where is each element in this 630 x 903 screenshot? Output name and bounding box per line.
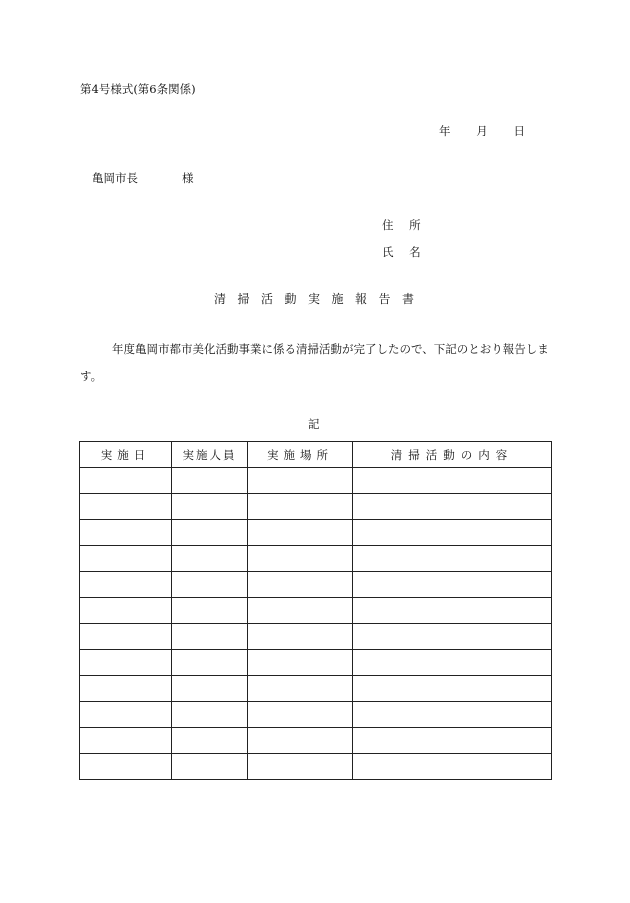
table-cell[interactable]	[248, 728, 353, 754]
name-label: 氏 名	[382, 245, 427, 259]
date-month-label: 月	[476, 124, 488, 138]
header-location: 実施場所	[248, 442, 353, 468]
table-cell[interactable]	[80, 676, 172, 702]
table-cell[interactable]	[172, 624, 248, 650]
table-cell[interactable]	[172, 520, 248, 546]
table-row	[80, 754, 552, 780]
table-cell[interactable]	[353, 650, 552, 676]
table-cell[interactable]	[353, 546, 552, 572]
ki-label: 記	[308, 417, 320, 431]
table-cell[interactable]	[172, 754, 248, 780]
table-cell[interactable]	[172, 572, 248, 598]
table-cell[interactable]	[353, 624, 552, 650]
table-cell[interactable]	[80, 728, 172, 754]
table-cell[interactable]	[80, 468, 172, 494]
table-cell[interactable]	[80, 494, 172, 520]
table-cell[interactable]	[248, 494, 353, 520]
table-cell[interactable]	[248, 650, 353, 676]
table-row	[80, 650, 552, 676]
table-row	[80, 728, 552, 754]
table-cell[interactable]	[172, 650, 248, 676]
form-number: 第4号様式(第6条関係)	[80, 82, 196, 96]
document-title: 清掃活動実施報告書	[214, 292, 426, 306]
table-cell[interactable]	[172, 702, 248, 728]
address-label: 住 所	[382, 218, 427, 232]
table-cell[interactable]	[248, 676, 353, 702]
table-cell[interactable]	[353, 494, 552, 520]
table-header-row	[80, 442, 552, 468]
date-day-label: 日	[513, 124, 525, 138]
table-cell[interactable]	[353, 598, 552, 624]
table-row	[80, 546, 552, 572]
table-cell[interactable]	[248, 572, 353, 598]
table-row	[80, 624, 552, 650]
table-cell[interactable]	[353, 754, 552, 780]
table-cell[interactable]	[80, 624, 172, 650]
report-table	[79, 441, 552, 780]
addressee-name: 亀岡市長	[92, 171, 138, 185]
table-cell[interactable]	[80, 520, 172, 546]
table-row	[80, 598, 552, 624]
table-cell[interactable]	[172, 468, 248, 494]
table-row	[80, 572, 552, 598]
table-cell[interactable]	[172, 676, 248, 702]
table-cell[interactable]	[172, 546, 248, 572]
table-cell[interactable]	[353, 468, 552, 494]
table-row	[80, 494, 552, 520]
addressee	[92, 170, 194, 186]
table-cell[interactable]	[248, 520, 353, 546]
table-cell[interactable]	[248, 702, 353, 728]
table-cell[interactable]	[80, 754, 172, 780]
table-cell[interactable]	[353, 728, 552, 754]
header-participants: 実施人員	[172, 442, 248, 468]
table-cell[interactable]	[80, 650, 172, 676]
table-cell[interactable]	[80, 598, 172, 624]
table-cell[interactable]	[353, 572, 552, 598]
table-cell[interactable]	[80, 546, 172, 572]
table-cell[interactable]	[353, 702, 552, 728]
table-cell[interactable]	[248, 468, 353, 494]
table-cell[interactable]	[353, 676, 552, 702]
header-date: 実施日	[80, 442, 172, 468]
date-line	[439, 123, 525, 139]
table-row	[80, 468, 552, 494]
table-row	[80, 702, 552, 728]
table-cell[interactable]	[80, 702, 172, 728]
table-cell[interactable]	[248, 546, 353, 572]
table-cell[interactable]	[172, 728, 248, 754]
table-row	[80, 520, 552, 546]
table-row	[80, 676, 552, 702]
addressee-suffix: 様	[182, 171, 194, 185]
table-cell[interactable]	[80, 572, 172, 598]
body-text: 年度亀岡市都市美化活動事業に係る清掃活動が完了したので、下記のとおり報告します。	[80, 342, 549, 383]
table-cell[interactable]	[353, 520, 552, 546]
table-cell[interactable]	[248, 598, 353, 624]
table-body	[80, 468, 552, 780]
date-year-label: 年	[439, 124, 451, 138]
table-cell[interactable]	[248, 754, 353, 780]
header-activity: 清掃活動の内容	[353, 442, 552, 468]
table-cell[interactable]	[248, 624, 353, 650]
table-cell[interactable]	[172, 494, 248, 520]
table-cell[interactable]	[172, 598, 248, 624]
